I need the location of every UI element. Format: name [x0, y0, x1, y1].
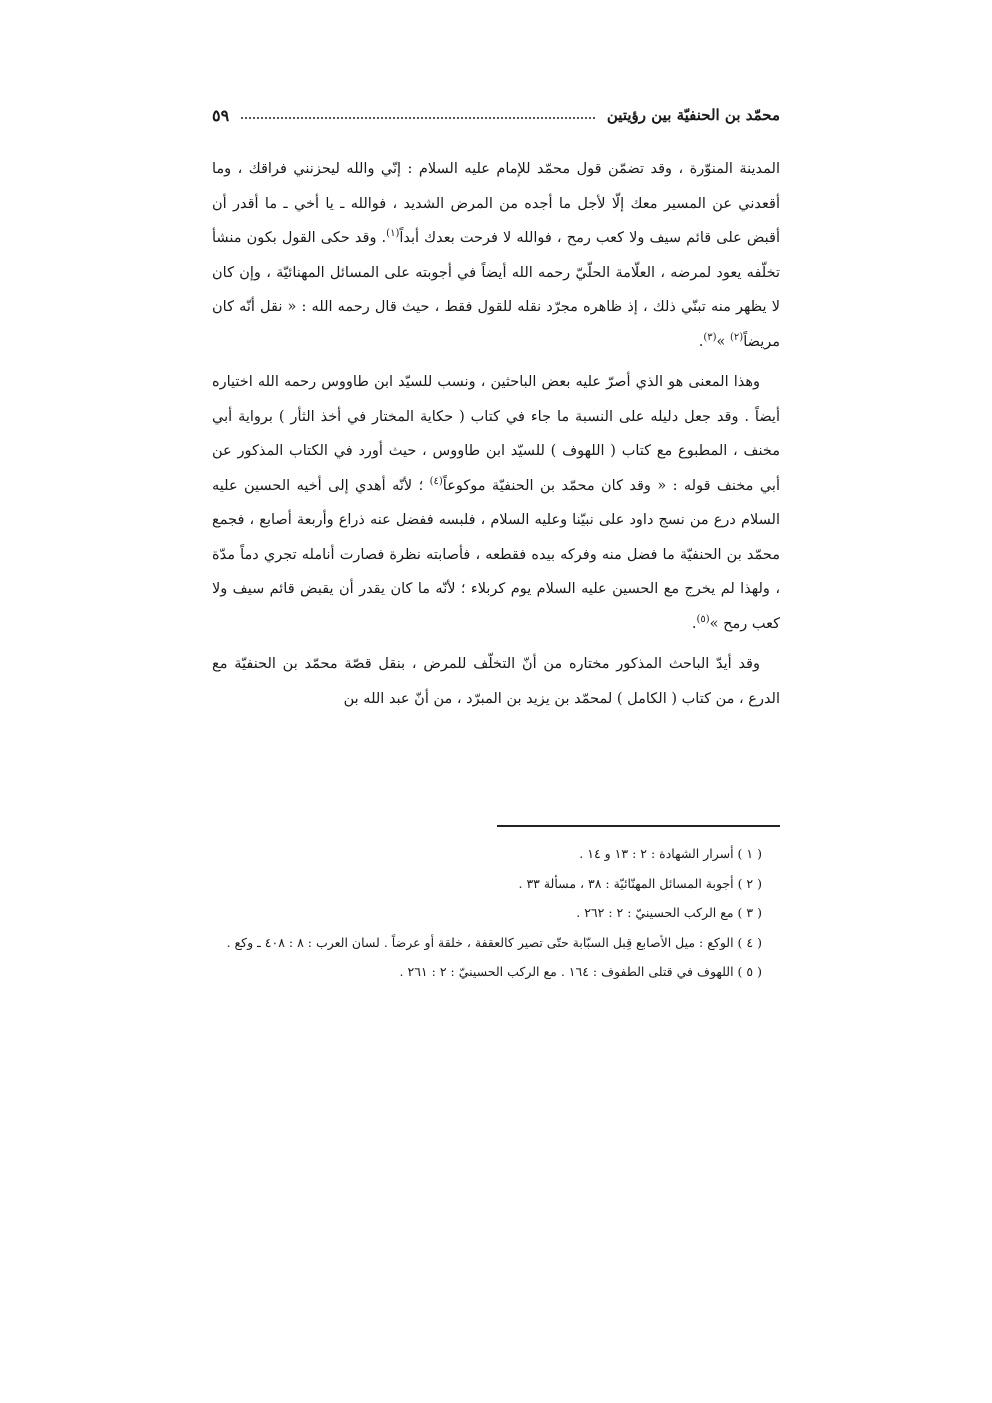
paragraph-2 [212, 365, 780, 641]
footnote-3: ( ٣ ) مع الركب الحسينيّ : ٢ : ٢٦٢ . [576, 905, 762, 920]
header-title: محمّد بن الحنفيّة بين رؤيتين [606, 106, 780, 124]
footnote-4: ( ٤ ) الوكع : ميل الأصابع قِبل السبّابة حتّى تصير كالعقفة ، خلقة أو عرضاً . لسان العرب : ٨ : ٤٠٨ ـ وكع . [226, 934, 762, 950]
paragraph-1-text: المدينة المنوّرة ، وقد تضمّن قول محمّد للإمام عليه السلام : إنّي والله ليحزنني فراقك ، وما أقعدني عن المسير معك إلّا لأجل ما أجده من المرض الشديد ، فوالله ـ يا أخي ـ ما أقدر أن أقبض على قائم سيف ولا كعب رمح ، فوالله لا فرحت بعدك أبداً [212, 161, 780, 246]
running-header [212, 100, 780, 130]
footnotes [212, 839, 780, 987]
footnote-ref-1: (١) [386, 228, 400, 240]
footnote-separator [497, 825, 780, 827]
paragraph-1-tail: . [698, 333, 704, 350]
header-dot-leader [241, 117, 595, 119]
footnote-ref-4: (٤) [429, 475, 443, 487]
footnote-5: ( ٥ ) اللهوف في قتلى الطفوف : ١٦٤ . مع الركب الحسينيّ : ٢ : ٢٦١ . [399, 964, 762, 979]
footnote-1: ( ١ ) أسرار الشهادة : ٢ : ١٣ و ١٤ . [579, 846, 762, 861]
footnote-ref-3: (٣) [703, 331, 717, 343]
paragraph-2-tail: . [691, 615, 697, 632]
footnote-2: ( ٢ ) أجوبة المسائل المهنّائيّة : ٣٨ ، مسألة ٣٣ . [518, 875, 762, 891]
page-number: ٥٩ [212, 105, 230, 125]
quote-close: » [716, 333, 731, 350]
paragraph-1 [212, 152, 780, 359]
paragraph-2-continued: ؛ لأنّه أهدي إلى أخيه الحسين عليه السلام درع من نسج داود على نبيّنا وعليه السلام ، فلبسه ففضل عنه ذراع وأربعة أصابع ، فجمع محمّد بن الحنفيّة ما فضل منه وفركه بيده فقطعه ، فأصابته نظرة فصارت أنامله تجري دماً مدّة ، ولهذا لم يخرج مع الحسين عليه السلام يوم كربلاء ؛ لأنّه ما كان يقدر أن يقبض قائم سيف ولا كعب رمح » [212, 477, 780, 632]
paragraph-2-text: وهذا المعنى هو الذي أصرّ عليه بعض الباحثين ، ونسب للسيّد ابن طاووس رحمه الله اختياره أيضاً . وقد جعل دليله على النسبة ما جاء في كتاب ( حكاية المختار في أخذ الثأر ) برواية أبي مخنف ، المطبوع مع كتاب ( اللهوف ) للسيّد ابن طاووس ، حيث أورد في الكتاب المذكور عن أبي مخنف قوله : « وقد كان محمّد بن الحنفيّة موكوعاً [212, 374, 780, 494]
paragraph-3: وقد أيدّ الباحث المذكور مختاره من أنّ التخلّف للمرض ، بنقل قصّة محمّد بن الحنفيّة مع الدرع ، من كتاب ( الكامل ) لمحمّد بن يزيد بن المبرّد ، من أنّ عبد الله بن [212, 656, 780, 707]
paragraph-1-continued: . وقد حكى القول بكون منشأ تخلّفه يعود لمرضه ، العلّامة الحلّيّ رحمه الله أيضاً في أجوبته على المسائل المهنائيّة ، وإن كان لا يظهر منه تبنّي ذلك ، إذ ظاهره مجرّد نقله للقول فقط ، حيث قال رحمه الله : « نقل أنّه كان مريضاً [212, 230, 780, 350]
main-text [212, 152, 780, 716]
footnote-ref-5: (٥) [696, 613, 710, 625]
footnote-ref-2: (٢) [730, 331, 744, 343]
